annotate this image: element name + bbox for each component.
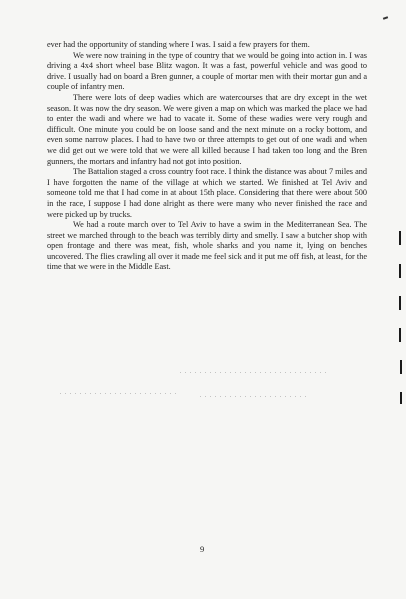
scan-artifact (180, 372, 330, 373)
scan-artifact (60, 393, 180, 394)
paragraph-2: We were now training in the type of country that we would be going into action in. I was driving a 4x4 short wheel base Blitz wagon. It was a fast, powerful vehicle and was good to drive. I usually had on board a Bren gunner, a couple of mortar men with their mortar gun and a couple of infantry men. (47, 50, 367, 92)
paragraph-5: We had a route march over to Tel Aviv to have a swim in the Mediterranean Sea. The street we marched through to the beach was terribly dirty and smelly. I saw a butcher shop with open frontage and there was meat, fish, whole sharks and you name it, lying on benches uncovered. The flies crawling all over it made me feel sick and it put me off fish, at least, for the time that we were in the Middle East. (47, 220, 367, 272)
margin-mark (399, 328, 401, 342)
margin-mark (400, 392, 402, 404)
paragraph-3: There were lots of deep wadies which are watercourses that are dry except in the wet season. It was now the dry season. We were given a map on which was marked the place we had to enter the wadi and where we had to vacate it. Some of these wadies were very rough and difficult. One minute you could be on loose sand and the next minute on a rocky bottom, and even some narrow places. I had to have two or three attempts to get out of one wadi and when we did get out we were told that we were all killed because I had taken too long and the Bren gunners, the mortars and infantry had not got into position. (47, 92, 367, 166)
margin-mark (399, 296, 401, 310)
paragraph-1: ever had the opportunity of standing where I was. I said a few prayers for them. (47, 40, 310, 49)
scan-artifact (200, 396, 310, 397)
page-number: 9 (200, 544, 205, 554)
document-body (47, 40, 367, 273)
paragraph-4: The Battalion staged a cross country foot race. I think the distance was about 7 miles and I have forgotten the name of the village at which we started. We finished at Tel Aviv and someone told me that I had come in at about 15th place. Considering that there were about 500 in the race, I suppose I had done alright as there were many who never finished the race and were picked up by trucks. (47, 167, 367, 219)
margin-mark (399, 231, 401, 245)
margin-mark (399, 264, 401, 278)
scan-corner-mark (383, 16, 388, 20)
margin-mark (400, 360, 402, 374)
